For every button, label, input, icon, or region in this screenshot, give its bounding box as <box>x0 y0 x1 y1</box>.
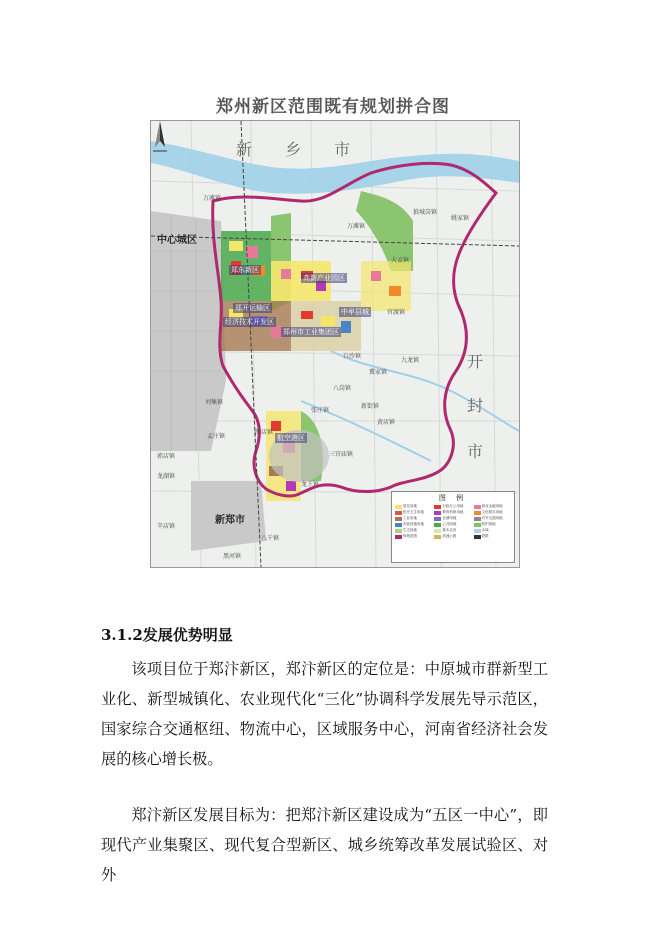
legend-item <box>474 504 511 509</box>
legend-label: 商业金融用地 <box>481 504 503 508</box>
label-bali: 八岗镇 <box>333 385 352 392</box>
label-langchenggang: 狼城岗镇 <box>413 209 438 216</box>
label-longhu: 龙湖镇 <box>157 473 176 480</box>
legend-swatch <box>434 511 441 515</box>
label-jiulong: 九龙镇 <box>401 357 420 364</box>
legend-grid <box>392 503 514 540</box>
label-center-city: 中心城区 <box>157 235 197 246</box>
label-heihe: 黑河镇 <box>223 553 242 560</box>
legend-swatch <box>434 529 441 533</box>
label-zhengzhou-hitech: 郑州市工业集团区 <box>283 328 339 336</box>
legend-swatch <box>395 505 402 509</box>
legend-item <box>474 528 511 533</box>
legend-item <box>434 504 471 509</box>
legend-item <box>395 522 432 527</box>
legend-label: 规划范围 <box>403 534 417 538</box>
label-wansheng: 万滩镇 <box>203 195 222 202</box>
legend-swatch <box>434 535 441 539</box>
legend-label: 水域 <box>481 528 489 532</box>
label-airport: 航空港区 <box>277 434 305 442</box>
label-kaifeng-kai: 开 <box>467 352 498 371</box>
label-guandu: 官渡镇 <box>387 309 406 316</box>
legend-label: 防护绿地 <box>481 522 496 526</box>
planning-map <box>150 120 520 568</box>
label-xinjie: 新街镇 <box>361 403 380 410</box>
label-zhangzhuang: 张庄镇 <box>311 407 330 414</box>
label-zhongmou: 中牟县城 <box>341 308 369 316</box>
north-arrow-icon <box>151 121 169 155</box>
label-liuji: 刘集镇 <box>205 399 224 406</box>
legend-swatch <box>434 505 441 509</box>
label-yanzhuang: 万滩镇 <box>347 223 366 230</box>
label-yaojia: 姚家镇 <box>451 215 470 222</box>
legend-swatch <box>434 523 441 527</box>
legend-item <box>474 510 511 515</box>
legend-swatch <box>395 523 402 527</box>
label-bagang: 八千镇 <box>261 535 280 542</box>
legend-label: 对外交通用地 <box>481 516 503 520</box>
legend-label: 居住用地 <box>403 504 417 508</box>
legend-item <box>395 528 432 533</box>
legend-swatch <box>474 535 481 539</box>
label-zhengdong: 郑东新区 <box>231 266 259 274</box>
label-xindian: 辛店镇 <box>157 523 176 530</box>
legend-item <box>434 528 471 533</box>
legend-title: 图 例 <box>438 494 468 502</box>
legend-swatch <box>474 505 481 509</box>
legend-label: 文化娱乐用地 <box>481 510 503 514</box>
legend-item <box>434 534 471 539</box>
label-longzhong: 冀家镇 <box>369 369 388 376</box>
legend-item <box>474 534 511 539</box>
legend-label: 工业用地 <box>403 516 417 520</box>
legend-label: 市政设施用地 <box>403 522 424 526</box>
legend-swatch <box>474 523 481 527</box>
label-huangdian: 黄店镇 <box>377 419 396 426</box>
legend-item <box>434 516 471 521</box>
legend-item <box>434 522 471 527</box>
legend-item <box>395 534 432 539</box>
legend-label: 医疗卫生用地 <box>403 510 424 514</box>
legend-label: 公共绿地 <box>442 522 457 526</box>
legend-label: 生态绿地 <box>403 528 417 532</box>
legend-swatch <box>395 535 402 539</box>
label-baisha: 白沙镇 <box>343 353 362 360</box>
legend-label: 仓储用地 <box>442 516 457 520</box>
legend-swatch <box>395 529 402 533</box>
legend-item <box>474 522 511 527</box>
label-econ-dev: 经济技术开发区 <box>225 318 274 326</box>
figure <box>148 92 518 568</box>
label-dameng: 大孟镇 <box>391 257 410 264</box>
legend-label: 行政办公用地 <box>442 504 464 508</box>
legend-swatch <box>474 529 481 533</box>
map-legend <box>391 491 515 563</box>
paragraph-positioning: 该项目位于郑汴新区，郑汴新区的定位是：中原城市群新型工业化、新型城镇化、农业现代化“三化”协调科学发展先导示范区，国家综合交通枢纽、物流中心，区域服务中心，河南省经济社会发展的核心增长极。 <box>101 660 548 768</box>
section-heading: 3.1.2发展优势明显 <box>101 626 233 644</box>
legend-label: 基本农田 <box>442 528 457 532</box>
legend-swatch <box>434 517 441 521</box>
label-xinda: 高新产业园区 <box>303 274 345 282</box>
legend-swatch <box>395 511 402 515</box>
label-guogou: 郭店镇 <box>157 453 176 460</box>
label-xinxiang: 新 乡 市 <box>236 140 365 159</box>
legend-item <box>395 516 432 521</box>
legend-item <box>434 510 471 515</box>
label-zhengbian: 郑开运输区 <box>235 304 270 312</box>
legend-swatch <box>474 511 481 515</box>
legend-swatch <box>474 517 481 521</box>
label-kaifeng-shi: 市 <box>467 442 498 461</box>
paragraph-goals: 郑汴新区发展目标为：把郑汴新区建设成为“五区一中心”，即现代产业集聚区、现代复合型新区、城乡统筹改革发展试验区、对外 <box>101 806 548 884</box>
label-sanguanmiao: 三官庙镇 <box>329 451 354 458</box>
legend-item <box>395 504 432 509</box>
figure-title: 郑州新区范围既有规划拼合图 <box>216 97 450 117</box>
label-kaifeng-feng: 封 <box>467 396 498 415</box>
legend-label: 教育科研用地 <box>442 510 464 514</box>
legend-swatch <box>395 517 402 521</box>
label-xuedian: 薛店镇 <box>255 429 274 436</box>
legend-label: 高速公路 <box>442 534 457 538</box>
label-xinzheng: 新郑市 <box>215 515 245 526</box>
legend-label: 铁路 <box>481 534 489 538</box>
legend-item <box>474 516 511 521</box>
legend-item <box>395 510 432 515</box>
label-longwang: 龙王镇 <box>301 481 320 488</box>
label-mengzhuang: 孟庄镇 <box>207 433 226 440</box>
